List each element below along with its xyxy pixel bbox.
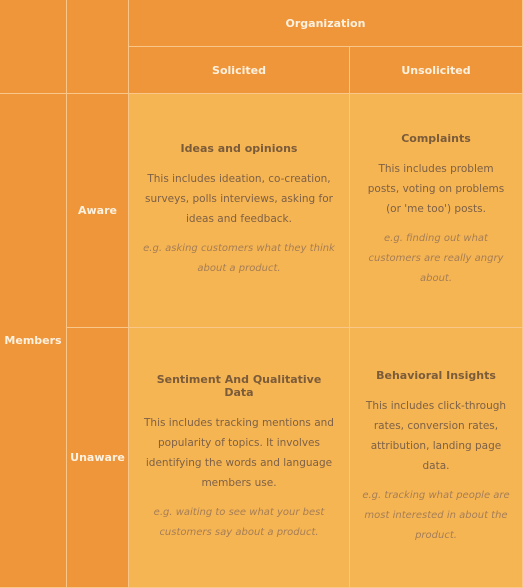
cell-description: This includes ideation, co-creation, surveys, polls interviews, asking for ideas and feedback.: [145, 173, 333, 225]
unsolicited-header: Unsolicited: [350, 47, 523, 94]
cell-title: Sentiment And Qualitative Data: [156, 372, 322, 399]
cell-title: Behavioral Insights: [376, 369, 496, 382]
organization-header: Organization: [129, 0, 523, 47]
members-row-header: Members: [0, 94, 67, 588]
cell-ideas-and-opinions: [129, 94, 350, 328]
unaware-row-header: Unaware: [67, 328, 129, 588]
solicited-header: Solicited: [129, 47, 350, 94]
cell-complaints: [350, 94, 523, 328]
corner-cell-outer: [0, 0, 67, 94]
cell-description: This includes problem posts, voting on problems (or 'me too') posts.: [367, 163, 505, 215]
cell-description: This includes click-through rates, conversion rates, attribution, landing page data.: [365, 400, 507, 472]
cell-example: e.g. tracking what people are most interested in about the product.: [362, 490, 510, 541]
cell-example: e.g. finding out what customers are really angry about.: [368, 233, 504, 284]
cell-title: Ideas and opinions: [180, 142, 298, 155]
cell-title: Complaints: [401, 132, 471, 145]
cell-example: e.g. waiting to see what your best customers say about a product.: [153, 506, 325, 538]
aware-row-header: Aware: [67, 94, 129, 328]
cell-example: e.g. asking customers what they think about a product.: [143, 243, 335, 274]
cell-description: This includes tracking mentions and popularity of topics. It involves identifying the words and language members use.: [144, 416, 334, 489]
cell-sentiment-and-qualitative-data: [129, 328, 350, 588]
corner-cell-inner: [67, 0, 129, 94]
cell-behavioral-insights: [350, 328, 523, 588]
